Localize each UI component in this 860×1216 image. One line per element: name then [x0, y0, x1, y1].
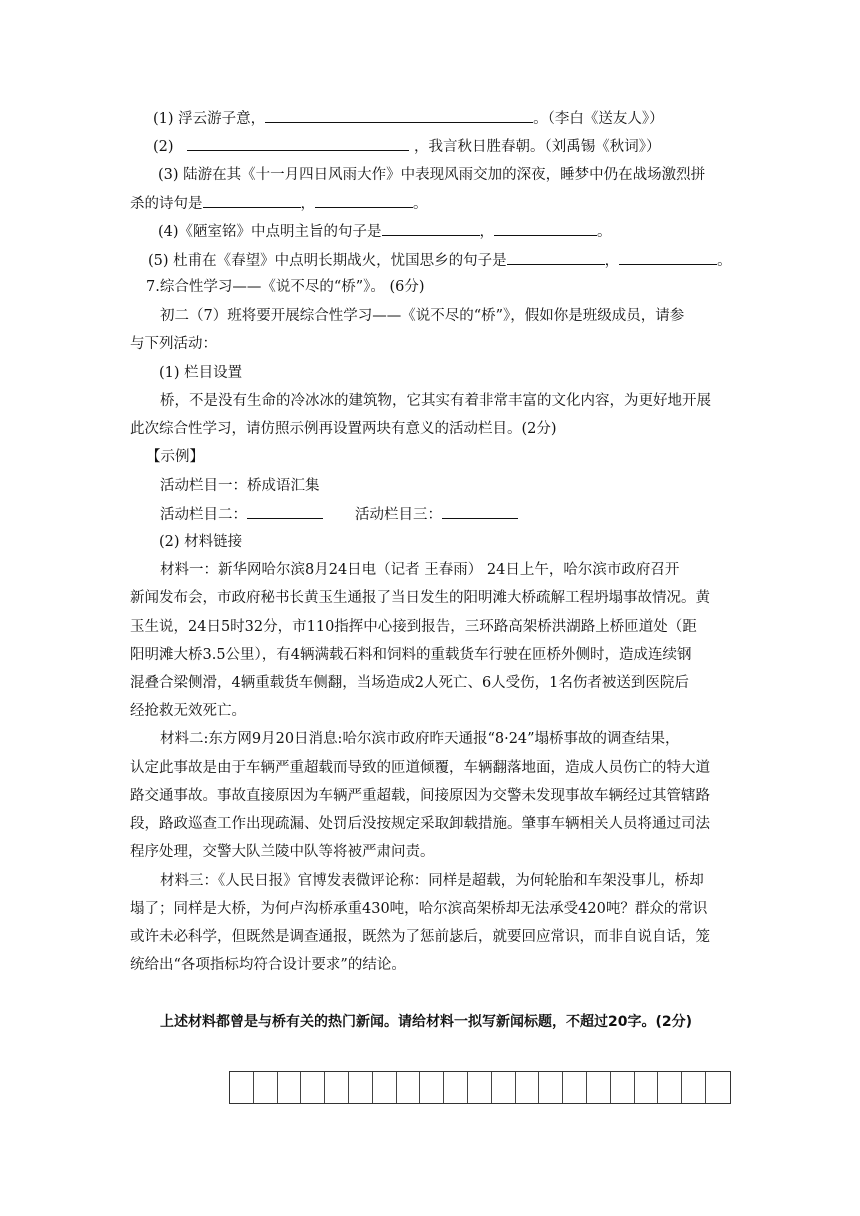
part1-text-line1: 桥，不是没有生命的冷冰冰的建筑物，它其实有着非常丰富的文化内容，为更好地开展 [160, 393, 711, 409]
material-1-line: 阳明滩大桥3.5公里），有4辆满载石料和饲料的重载货车行驶在匝桥外侧时，造成连续钢 [130, 647, 692, 663]
grid-cell[interactable] [658, 1072, 682, 1103]
q6-item-4: (4)《陋室铭》中点明主旨的句子是 ， 。 [158, 221, 612, 242]
grid-cell[interactable] [444, 1072, 468, 1103]
material-1-line: 新闻发布会，市政府秘书长黄玉生通报了当日发生的阳明滩大桥疏解工程坍塌事故情况。黄 [130, 590, 710, 606]
q6-item-5: (5) 杜甫在《春望》中点明长期战火，忧国思乡的句子是 ， 。 [148, 250, 732, 271]
material-1-line: 经抢救无效死亡。 [130, 703, 246, 719]
material-2-line: 路交通事故。事故直接原因为车辆严重超载，间接原因为交警未发现事故车辆经过其管辖路 [130, 788, 710, 804]
material-3-line: 塌了；同样是大桥，为何卢沟桥承重430吨，哈尔滨高架桥却无法承受420吨？群众的常识 [130, 901, 708, 917]
part2-heading: (2) 材料链接 [159, 534, 243, 550]
material-2-line: 程序处理，交警大队兰陵中队等将被严肃问责。 [130, 844, 435, 860]
q6-item-1: (1) 浮云游子意， 。（李白《送友人》） [153, 108, 664, 129]
grid-cell[interactable] [682, 1072, 706, 1103]
grid-cell[interactable] [254, 1072, 278, 1103]
grid-cell[interactable] [635, 1072, 659, 1103]
answer-grid[interactable] [229, 1071, 731, 1104]
grid-cell[interactable] [278, 1072, 302, 1103]
grid-cell[interactable] [539, 1072, 563, 1103]
material-2-line: 段，路政巡查工作出现疏漏、处罚后没按规定采取卸载措施。肇事车辆相关人员将通过司法 [130, 816, 710, 832]
column-2-blank[interactable] [247, 504, 323, 519]
grid-cell[interactable] [468, 1072, 492, 1103]
q6-item-3-line1: (3) 陆游在其《十一月四日风雨大作》中表现风雨交加的深夜，睡梦中仍在战场激烈拼 [158, 167, 706, 183]
column-3-blank[interactable] [442, 504, 518, 519]
column-answers: 活动栏目二： 活动栏目三： [160, 504, 518, 525]
grid-cell[interactable] [230, 1072, 254, 1103]
q6-item-2: (2) ，我言秋日胜春朝。（刘禹锡《秋词》） [153, 136, 660, 157]
q6-item-3-line2: 杀的诗句是 ， 。 [130, 193, 428, 214]
material-3-line: 统给出“各项指标均符合设计要求”的结论。 [130, 957, 406, 973]
material-1-line: 材料一：新华网哈尔滨8月24日电（记者 王春雨） 24日上午，哈尔滨市政府召开 [160, 562, 680, 578]
answer-blank[interactable] [315, 193, 413, 208]
example-column: 活动栏目一：桥成语汇集 [160, 478, 320, 494]
grid-cell[interactable] [325, 1072, 349, 1103]
q7-intro-line2: 与下列活动： [130, 336, 217, 352]
material-1-line: 玉生说，24日5时32分，市110指挥中心接到报告，三环路高架桥洪湖路上桥匝道处（距 [130, 619, 697, 635]
material-3-line: 材料三：《人民日报》官博发表微评论称：同样是超载，为何轮胎和车架没事儿，桥却 [160, 873, 704, 889]
material-3-line: 或许未必科学，但既然是调查通报，既然为了惩前毖后，就要回应常识，而非自说自话，笼 [130, 929, 710, 945]
grid-cell[interactable] [516, 1072, 540, 1103]
grid-cell[interactable] [420, 1072, 444, 1103]
material-2-line: 材料二:东方网9月20日消息:哈尔滨市政府昨天通报“8·24”塌桥事故的调查结果， [160, 731, 680, 747]
answer-blank[interactable] [265, 108, 533, 123]
grid-cell[interactable] [611, 1072, 635, 1103]
answer-blank[interactable] [382, 221, 480, 236]
answer-blank[interactable] [507, 250, 605, 265]
q7-intro-line1: 初二（7）班将要开展综合性学习——《说不尽的“桥”》，假如你是班级成员，请参 [160, 308, 685, 324]
grid-cell[interactable] [349, 1072, 373, 1103]
part1-heading: (1) 栏目设置 [159, 365, 243, 381]
answer-blank[interactable] [187, 136, 409, 151]
material-2-line: 认定此事故是由于车辆严重超载而导致的匝道倾覆，车辆翻落地面，造成人员伤亡的特大道 [130, 760, 710, 776]
answer-blank[interactable] [494, 221, 597, 236]
grid-cell[interactable] [492, 1072, 516, 1103]
grid-cell[interactable] [301, 1072, 325, 1103]
headline-question: 上述材料都曾是与桥有关的热门新闻。请给材料一拟写新闻标题，不超过20字。(2分) [160, 1014, 693, 1030]
answer-blank[interactable] [619, 250, 717, 265]
grid-cell[interactable] [397, 1072, 421, 1103]
grid-cell[interactable] [373, 1072, 397, 1103]
q7-title: 7.综合性学习——《说不尽的“桥”》。 (6分) [146, 279, 425, 295]
example-label: 【示例】 [146, 449, 204, 465]
grid-cell[interactable] [563, 1072, 587, 1103]
part1-text-line2: 此次综合性学习，请仿照示例再设置两块有意义的活动栏目。(2分) [130, 421, 557, 437]
grid-cell[interactable] [706, 1072, 730, 1103]
material-1-line: 混叠合梁侧滑，4辆重载货车侧翻，当场造成2人死亡、6人受伤，1名伤者被送到医院后 [130, 675, 689, 691]
answer-blank[interactable] [203, 193, 301, 208]
grid-cell[interactable] [587, 1072, 611, 1103]
